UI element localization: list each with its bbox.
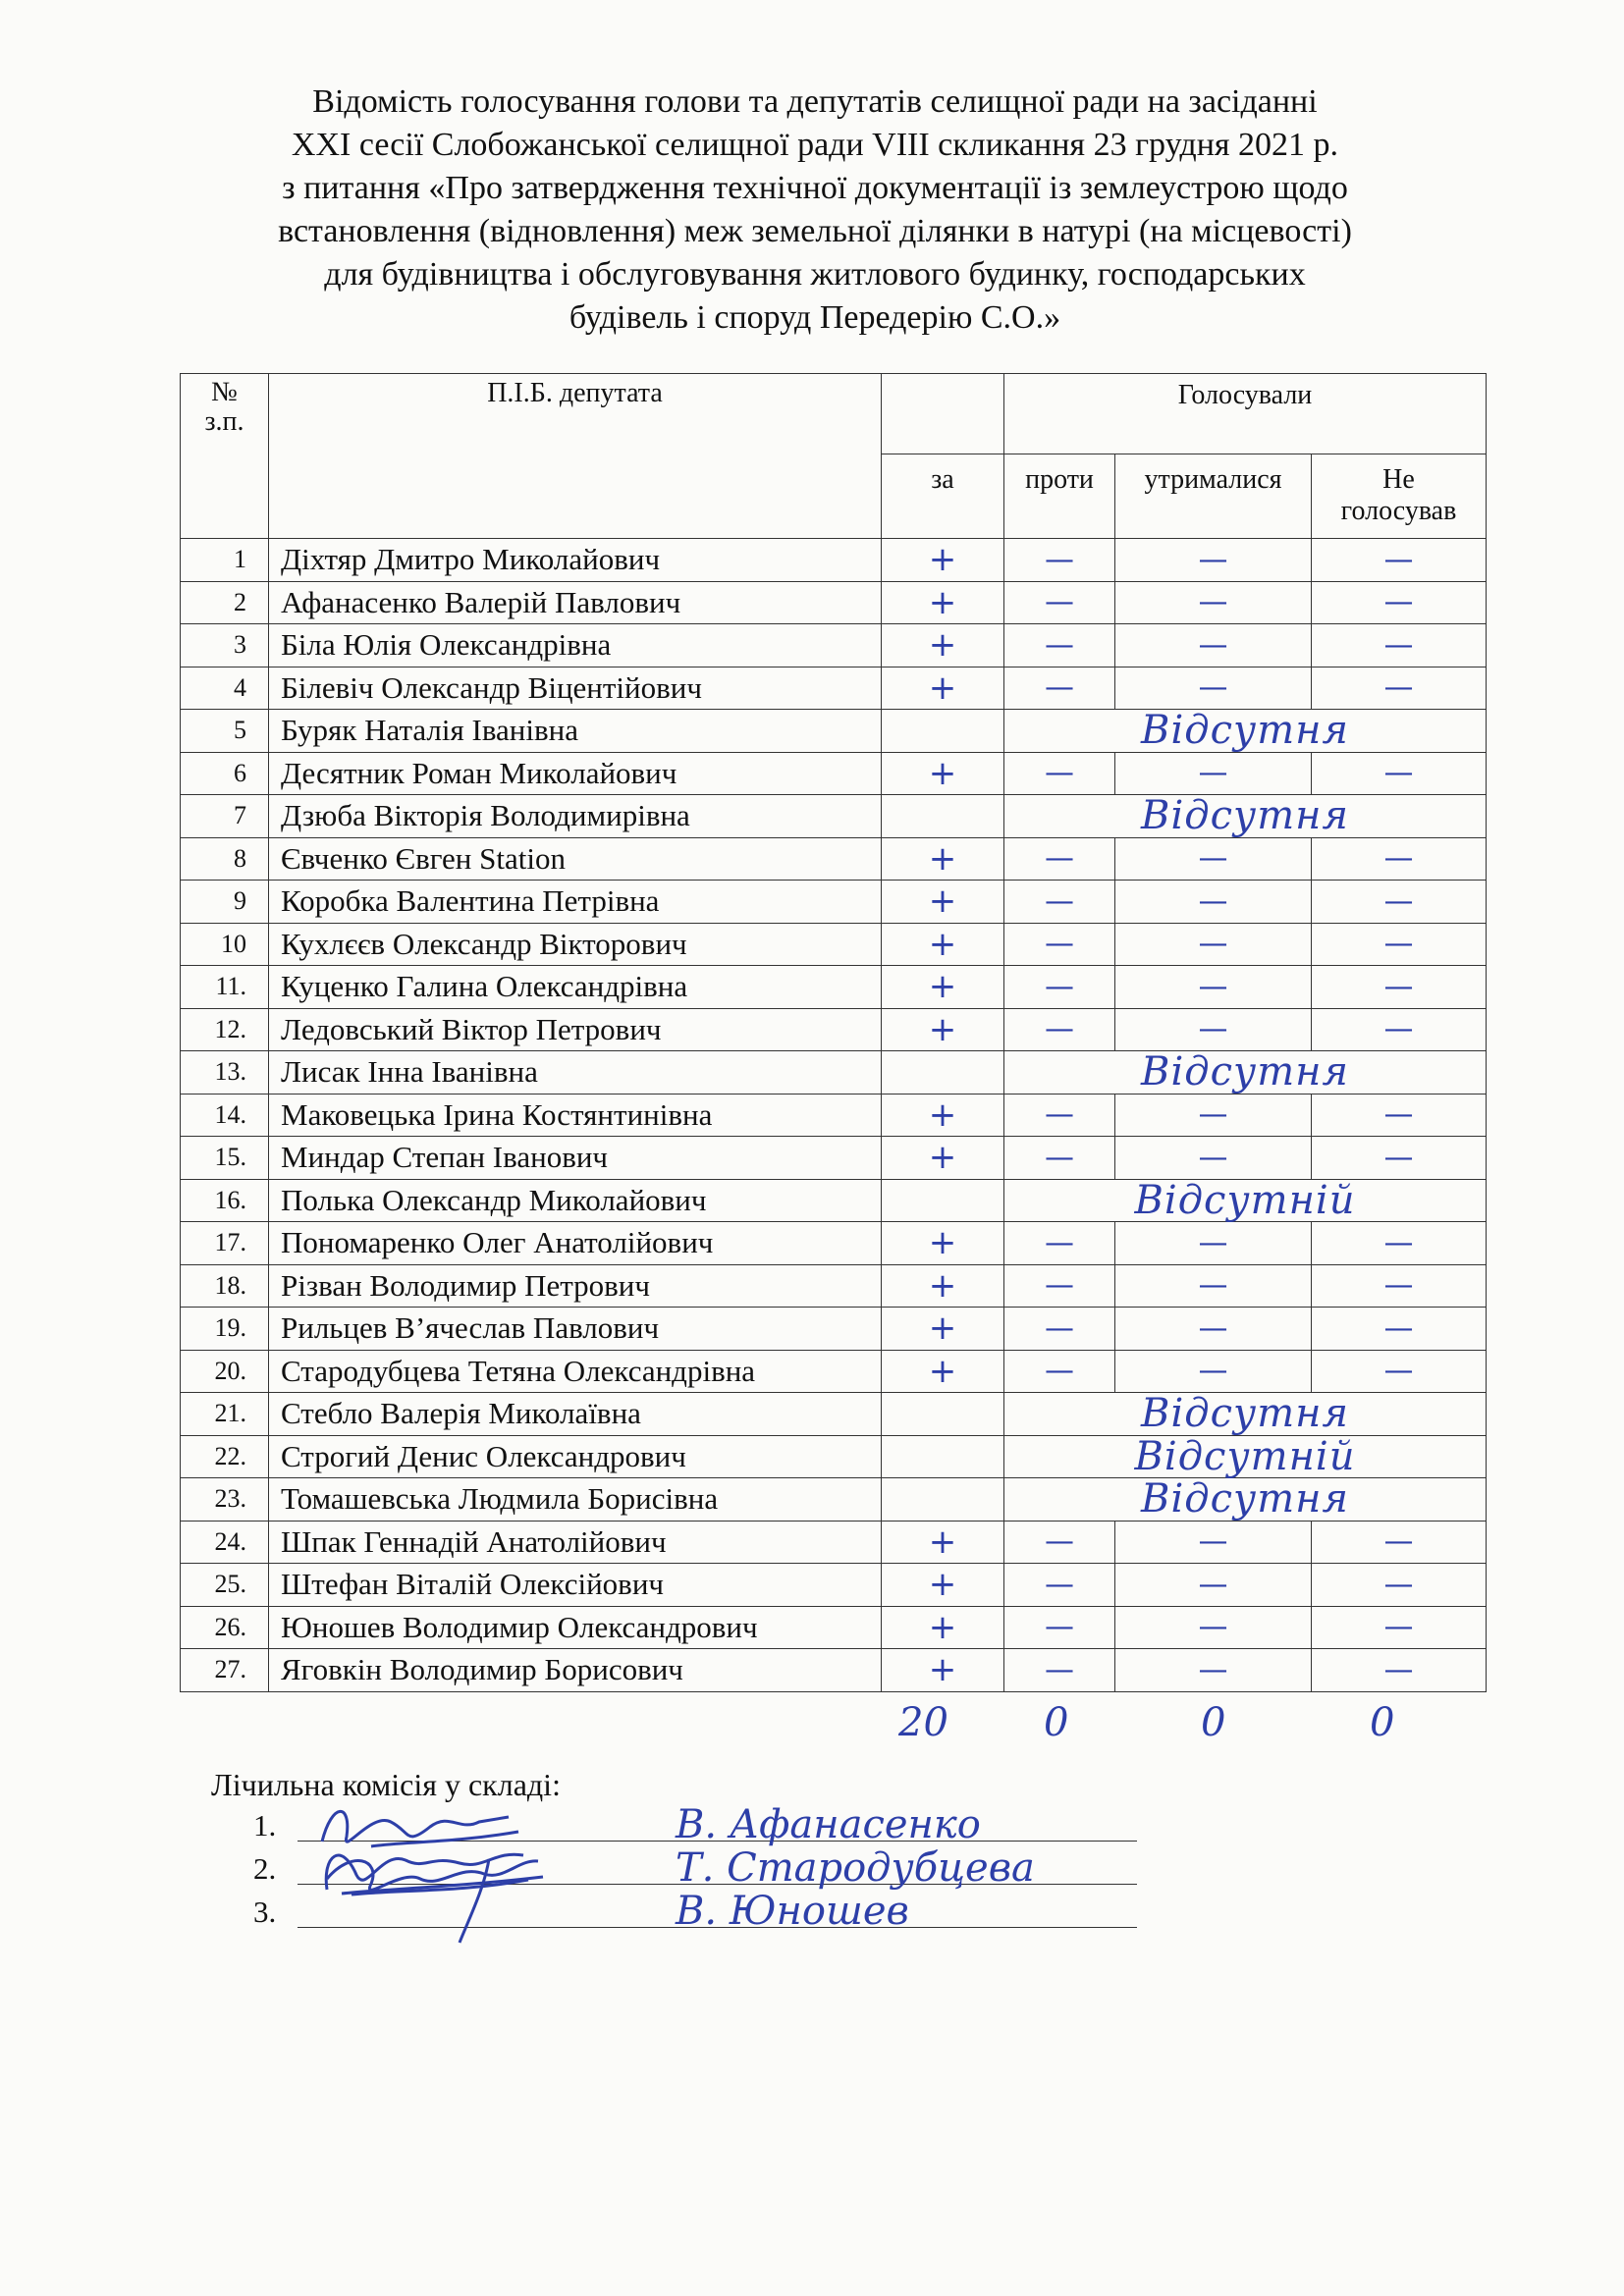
row-number: 8: [181, 837, 269, 881]
title-line: для будівництва і обслуговування житлового будинку, господарських: [324, 256, 1306, 293]
vote-utrymalysia-mark: —: [1115, 837, 1312, 881]
signature-row: [253, 1885, 1137, 1934]
vote-utrymalysia-mark: —: [1115, 624, 1312, 667]
table-row: [181, 1393, 1487, 1436]
deputy-name: Лисак Інна Іванівна: [269, 1051, 882, 1095]
vote-utrymalysia-mark: —: [1115, 1137, 1312, 1180]
vote-ne-mark: —: [1312, 881, 1487, 924]
deputy-name: Дзюба Вікторія Володимирівна: [269, 795, 882, 838]
deputy-name: Різван Володимир Петрович: [269, 1264, 882, 1308]
header-number-line: №: [211, 377, 238, 407]
header-empty: [882, 374, 1004, 454]
row-number: 18.: [181, 1264, 269, 1308]
vote-za-cell: [882, 1051, 1004, 1095]
table-row: [181, 1137, 1487, 1180]
vote-za-mark: +: [882, 1264, 1004, 1308]
vote-ne-mark: —: [1312, 1264, 1487, 1308]
vote-ne-mark: —: [1312, 1222, 1487, 1265]
row-number: 5: [181, 710, 269, 753]
row-number: 12.: [181, 1008, 269, 1051]
signature-name: Т. Стародубцева: [676, 1845, 1035, 1891]
deputy-name: Томашевська Людмила Борисівна: [269, 1478, 882, 1522]
absent-mark: Відсутній: [1134, 1433, 1356, 1479]
deputy-name: Біла Юлія Олександрівна: [269, 624, 882, 667]
deputy-name: Афанасенко Валерій Павлович: [269, 581, 882, 624]
vote-za-mark: +: [882, 581, 1004, 624]
row-number: 6: [181, 752, 269, 795]
vote-ne-mark: —: [1312, 667, 1487, 710]
deputy-name: Буряк Наталія Іванівна: [269, 710, 882, 753]
vote-proty-mark: —: [1004, 1564, 1115, 1607]
vote-utrymalysia-mark: —: [1115, 881, 1312, 924]
header-proty: проти: [1004, 454, 1115, 539]
vote-ne-mark: —: [1312, 539, 1487, 582]
vote-za-cell: [882, 1393, 1004, 1436]
vote-za-mark: +: [882, 1521, 1004, 1564]
row-number: 21.: [181, 1393, 269, 1436]
deputy-name: Маковецька Ірина Костянтинівна: [269, 1094, 882, 1137]
absent-mark: Відсутній: [1134, 1177, 1356, 1223]
vote-ne-mark: —: [1312, 1350, 1487, 1393]
vote-za-cell: [882, 1478, 1004, 1522]
vote-utrymalysia-mark: —: [1115, 752, 1312, 795]
vote-proty-mark: —: [1004, 752, 1115, 795]
vote-utrymalysia-mark: —: [1115, 1606, 1312, 1649]
deputy-name: Діхтяр Дмитро Миколайович: [269, 539, 882, 582]
vote-utrymalysia-mark: —: [1115, 1649, 1312, 1692]
vote-za-mark: +: [882, 923, 1004, 966]
signature-number: 2.: [253, 1851, 277, 1886]
deputy-name: Юношев Володимир Олександрович: [269, 1606, 882, 1649]
table-row: [181, 752, 1487, 795]
deputy-name: Стебло Валерія Миколаївна: [269, 1393, 882, 1436]
row-number: 22.: [181, 1435, 269, 1478]
deputy-name: Строгий Денис Олександрович: [269, 1435, 882, 1478]
title-line: з питання «Про затвердження технічної документації із землеустрою щодо: [282, 170, 1348, 206]
row-number: 9: [181, 881, 269, 924]
vote-ne-mark: —: [1312, 837, 1487, 881]
absent-mark: Відсутня: [1141, 708, 1349, 753]
vote-proty-mark: —: [1004, 1094, 1115, 1137]
table-row: [181, 923, 1487, 966]
row-number: 13.: [181, 1051, 269, 1095]
total-za: 20: [898, 1700, 948, 1745]
row-number: 11.: [181, 966, 269, 1009]
table-row: [181, 1008, 1487, 1051]
row-number: 17.: [181, 1222, 269, 1265]
vote-proty-mark: —: [1004, 881, 1115, 924]
vote-utrymalysia-mark: —: [1115, 1521, 1312, 1564]
vote-za-mark: +: [882, 667, 1004, 710]
title-line: будівель і споруд Передерію С.О.»: [568, 299, 1061, 336]
row-number: 20.: [181, 1350, 269, 1393]
vote-za-mark: +: [882, 1350, 1004, 1393]
vote-za-mark: +: [882, 1222, 1004, 1265]
deputy-name: Яговкін Володимир Борисович: [269, 1649, 882, 1692]
row-number: 15.: [181, 1137, 269, 1180]
header-number: [181, 374, 269, 539]
vote-totals: [889, 1700, 1438, 1749]
signature-number: 3.: [253, 1895, 277, 1929]
vote-za-mark: +: [882, 837, 1004, 881]
deputy-name: Ледовський Віктор Петрович: [269, 1008, 882, 1051]
vote-za-mark: +: [882, 881, 1004, 924]
voting-table: [180, 373, 1487, 1692]
table-row: [181, 1564, 1487, 1607]
table-row: [181, 1649, 1487, 1692]
signature-number: 1.: [253, 1808, 277, 1842]
header-za: за: [882, 454, 1004, 539]
table-row: [181, 1264, 1487, 1308]
vote-utrymalysia-mark: —: [1115, 1564, 1312, 1607]
absent-cell: [1004, 710, 1487, 753]
vote-proty-mark: —: [1004, 624, 1115, 667]
table-row: [181, 624, 1487, 667]
vote-ne-mark: —: [1312, 1008, 1487, 1051]
deputy-name: Пономаренко Олег Анатолійович: [269, 1222, 882, 1265]
vote-za-mark: +: [882, 624, 1004, 667]
vote-utrymalysia-mark: —: [1115, 1308, 1312, 1351]
row-number: 2: [181, 581, 269, 624]
total-ne: 0: [1370, 1700, 1395, 1745]
vote-utrymalysia-mark: —: [1115, 1222, 1312, 1265]
vote-utrymalysia-mark: —: [1115, 1008, 1312, 1051]
absent-mark: Відсутня: [1141, 1049, 1349, 1095]
table-row: [181, 1222, 1487, 1265]
table-row: [181, 1179, 1487, 1222]
vote-utrymalysia-mark: —: [1115, 1264, 1312, 1308]
table-row: [181, 1521, 1487, 1564]
header-voted: Голосували: [1004, 374, 1487, 454]
row-number: 27.: [181, 1649, 269, 1692]
vote-ne-mark: —: [1312, 1094, 1487, 1137]
vote-ne-mark: —: [1312, 1308, 1487, 1351]
deputy-name: Куценко Галина Олександрівна: [269, 966, 882, 1009]
table-row: [181, 1094, 1487, 1137]
row-number: 1: [181, 539, 269, 582]
header-ne-line: Не: [1382, 464, 1415, 495]
table-row: [181, 966, 1487, 1009]
signature-name: В. Юношев: [676, 1889, 909, 1934]
table-row: [181, 710, 1487, 753]
table-row: [181, 539, 1487, 582]
absent-mark: Відсутня: [1141, 1476, 1349, 1522]
vote-za-mark: +: [882, 1137, 1004, 1180]
vote-proty-mark: —: [1004, 1008, 1115, 1051]
table-row: [181, 1435, 1487, 1478]
row-number: 26.: [181, 1606, 269, 1649]
deputy-name: Миндар Степан Іванович: [269, 1137, 882, 1180]
row-number: 3: [181, 624, 269, 667]
vote-proty-mark: —: [1004, 837, 1115, 881]
vote-za-mark: +: [882, 1008, 1004, 1051]
row-number: 4: [181, 667, 269, 710]
table-row: [181, 837, 1487, 881]
commission-label: Лічильна комісія у складі:: [211, 1767, 561, 1802]
vote-proty-mark: —: [1004, 966, 1115, 1009]
table-row: [181, 667, 1487, 710]
table-row: [181, 1478, 1487, 1522]
table-row: [181, 881, 1487, 924]
deputy-name: Рильцев В’ячеслав Павлович: [269, 1308, 882, 1351]
row-number: 19.: [181, 1308, 269, 1351]
vote-ne-mark: —: [1312, 1521, 1487, 1564]
vote-za-mark: +: [882, 1564, 1004, 1607]
vote-za-mark: +: [882, 752, 1004, 795]
absent-cell: [1004, 1435, 1487, 1478]
vote-proty-mark: —: [1004, 581, 1115, 624]
vote-ne-mark: —: [1312, 752, 1487, 795]
header-ne-holosuvav: [1312, 454, 1487, 539]
deputy-name: Стародубцева Тетяна Олександрівна: [269, 1350, 882, 1393]
row-number: 16.: [181, 1179, 269, 1222]
vote-ne-mark: —: [1312, 923, 1487, 966]
table-row: [181, 581, 1487, 624]
vote-proty-mark: —: [1004, 923, 1115, 966]
absent-cell: [1004, 1179, 1487, 1222]
handwritten-signature-3: [312, 1840, 568, 1948]
document-title: [187, 80, 1443, 340]
table-row: [181, 795, 1487, 838]
vote-utrymalysia-mark: —: [1115, 1094, 1312, 1137]
vote-za-mark: +: [882, 539, 1004, 582]
vote-za-mark: +: [882, 1094, 1004, 1137]
row-number: 23.: [181, 1478, 269, 1522]
row-number: 10: [181, 923, 269, 966]
vote-ne-mark: —: [1312, 581, 1487, 624]
table-body: [181, 539, 1487, 1692]
deputy-name: Євченко Євген Station: [269, 837, 882, 881]
vote-utrymalysia-mark: —: [1115, 539, 1312, 582]
vote-za-mark: +: [882, 1606, 1004, 1649]
header-name: П.І.Б. депутата: [269, 374, 882, 539]
vote-proty-mark: —: [1004, 539, 1115, 582]
absent-cell: [1004, 1478, 1487, 1522]
vote-za-mark: +: [882, 1649, 1004, 1692]
vote-za-mark: +: [882, 1308, 1004, 1351]
absent-cell: [1004, 795, 1487, 838]
deputy-name: Полька Олександр Миколайович: [269, 1179, 882, 1222]
absent-cell: [1004, 1393, 1487, 1436]
table-row: [181, 1051, 1487, 1095]
vote-ne-mark: —: [1312, 624, 1487, 667]
signature-name: В. Афанасенко: [676, 1802, 981, 1847]
deputy-name: Кухлєєв Олександр Вікторович: [269, 923, 882, 966]
table-row: [181, 1350, 1487, 1393]
row-number: 14.: [181, 1094, 269, 1137]
vote-proty-mark: —: [1004, 1137, 1115, 1180]
deputy-name: Білевіч Олександр Віцентійович: [269, 667, 882, 710]
absent-mark: Відсутня: [1141, 793, 1349, 838]
header-utrymalysia: утрималися: [1115, 454, 1312, 539]
vote-ne-mark: —: [1312, 1649, 1487, 1692]
vote-proty-mark: —: [1004, 1308, 1115, 1351]
absent-cell: [1004, 1051, 1487, 1095]
absent-mark: Відсутня: [1141, 1391, 1349, 1436]
deputy-name: Шпак Геннадій Анатолійович: [269, 1521, 882, 1564]
vote-proty-mark: —: [1004, 1350, 1115, 1393]
vote-proty-mark: —: [1004, 1649, 1115, 1692]
vote-ne-mark: —: [1312, 1606, 1487, 1649]
vote-ne-mark: —: [1312, 966, 1487, 1009]
table-row: [181, 1308, 1487, 1351]
vote-za-mark: +: [882, 966, 1004, 1009]
vote-za-cell: [882, 710, 1004, 753]
vote-za-cell: [882, 1435, 1004, 1478]
vote-za-cell: [882, 795, 1004, 838]
vote-proty-mark: —: [1004, 1264, 1115, 1308]
deputy-name: Штефан Віталій Олексійович: [269, 1564, 882, 1607]
vote-utrymalysia-mark: —: [1115, 1350, 1312, 1393]
title-line: Відомість голосування голови та депутатів селищної ради на засіданні: [312, 83, 1318, 120]
vote-za-cell: [882, 1179, 1004, 1222]
title-line: XXI сесії Слобожанської селищної ради VIII скликання 23 грудня 2021 р.: [291, 127, 1339, 163]
vote-proty-mark: —: [1004, 667, 1115, 710]
vote-proty-mark: —: [1004, 1222, 1115, 1265]
vote-utrymalysia-mark: —: [1115, 581, 1312, 624]
vote-ne-mark: —: [1312, 1564, 1487, 1607]
vote-ne-mark: —: [1312, 1137, 1487, 1180]
total-proty: 0: [1044, 1700, 1069, 1745]
vote-proty-mark: —: [1004, 1521, 1115, 1564]
vote-utrymalysia-mark: —: [1115, 667, 1312, 710]
title-line: встановлення (відновлення) меж земельної ділянки в натурі (на місцевості): [278, 213, 1352, 249]
row-number: 24.: [181, 1521, 269, 1564]
row-number: 25.: [181, 1564, 269, 1607]
vote-utrymalysia-mark: —: [1115, 966, 1312, 1009]
row-number: 7: [181, 795, 269, 838]
deputy-name: Коробка Валентина Петрівна: [269, 881, 882, 924]
vote-utrymalysia-mark: —: [1115, 923, 1312, 966]
total-utrymalysia: 0: [1201, 1700, 1226, 1745]
header-number-line: з.п.: [204, 406, 244, 437]
deputy-name: Десятник Роман Миколайович: [269, 752, 882, 795]
table-row: [181, 1606, 1487, 1649]
header-ne-line: голосував: [1340, 496, 1457, 526]
vote-proty-mark: —: [1004, 1606, 1115, 1649]
